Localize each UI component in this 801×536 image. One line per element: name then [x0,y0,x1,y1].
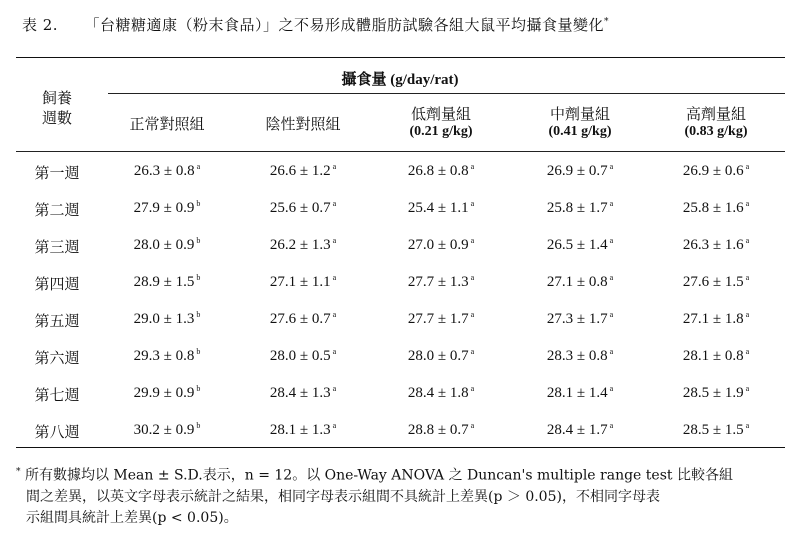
table-cell [381,310,501,328]
cell-value: 28.5 ± 1.9 [682,385,744,401]
cell-value: 27.9 ± 0.9 [133,200,195,216]
table-cell [243,236,363,254]
column-header [376,106,506,140]
cell-value: 27.1 ± 0.8 [546,274,608,290]
cell-value: 28.9 ± 1.5 [133,274,195,290]
cell-value: 25.8 ± 1.6 [682,200,744,216]
column-header [515,106,645,140]
significance-letter: a [745,347,750,356]
significance-letter: b [196,421,201,430]
week-label: 第四週 [34,275,80,293]
cell-value: 28.4 ± 1.8 [407,385,469,401]
significance-letter: b [196,236,201,245]
significance-letter: a [609,384,614,393]
week-label: 第五週 [34,312,80,330]
significance-letter: a [609,199,614,208]
table-caption: 「台糖糖適康（粉末食品）」之不易形成體脂肪試驗各組大鼠平均攝食量變化 [84,16,604,34]
cell-value: 26.9 ± 0.7 [546,163,608,179]
significance-letter: b [196,384,201,393]
table-cell [243,310,363,328]
week-header-line1: 飼養 [41,89,72,107]
footnote-line3: 示組間具統計上差異(p < 0.05)。 [26,509,238,526]
cell-value: 27.1 ± 1.1 [269,274,331,290]
table-cell [381,162,501,180]
significance-letter: a [470,347,475,356]
significance-letter: b [196,347,201,356]
significance-letter: a [470,384,475,393]
top-rule [16,57,785,58]
cell-value: 29.9 ± 0.9 [133,385,195,401]
column-header [651,106,781,140]
significance-letter: a [609,347,614,356]
week-header-line2: 週數 [41,109,72,127]
table-cell [656,421,776,439]
significance-letter: a [332,384,337,393]
significance-letter: a [332,236,337,245]
table-row [0,338,801,374]
significance-letter: a [609,310,614,319]
table-cell [381,236,501,254]
table-row [0,153,801,189]
cell-value: 28.1 ± 1.4 [546,385,608,401]
table-row [0,301,801,337]
table-cell [243,421,363,439]
footnote-line1: * 所有數據均以 Mean ± S.D.表示，n = 12。以 One-Way ANOVA 之 Duncan's multiple range test 比較各組 [16,467,733,484]
column-header [238,116,368,133]
header-rule [16,151,785,152]
table-title [22,14,792,35]
table-row [0,375,801,411]
significance-letter: a [470,236,475,245]
table-cell [381,421,501,439]
cell-value: 27.7 ± 1.7 [407,311,469,327]
table-cell [381,199,501,217]
significance-letter: a [332,310,337,319]
significance-letter: a [745,310,750,319]
week-label: 第三週 [34,238,80,256]
table-cell [107,199,227,217]
cell-value: 27.1 ± 1.8 [682,311,744,327]
cell-value: 27.6 ± 1.5 [682,274,744,290]
significance-letter: a [745,384,750,393]
table-row [0,190,801,226]
column-header-dose: (0.41 g/kg) [548,124,612,139]
cell-value: 28.3 ± 0.8 [546,348,608,364]
cell-value: 29.3 ± 0.8 [133,348,195,364]
column-header-name: 中劑量組 [549,105,610,123]
table-cell [656,384,776,402]
table-cell [107,236,227,254]
column-header-dose: (0.21 g/kg) [409,124,473,139]
table-cell [520,421,640,439]
table-cell [520,310,640,328]
table-cell [520,347,640,365]
column-header [102,116,232,133]
significance-letter: a [196,162,201,171]
table-cell [656,199,776,217]
table-cell [520,199,640,217]
table-row [0,264,801,300]
significance-letter: a [745,162,750,171]
cell-value: 25.4 ± 1.1 [407,200,469,216]
significance-letter: a [332,162,337,171]
significance-letter: a [745,236,750,245]
table-cell [656,273,776,291]
cell-value: 26.3 ± 1.6 [682,237,744,253]
week-label: 第一週 [34,164,80,182]
footnote [16,462,791,529]
significance-letter: a [470,421,475,430]
table-cell [107,310,227,328]
cell-value: 27.6 ± 0.7 [269,311,331,327]
significance-letter: b [196,273,201,282]
table-cell [520,384,640,402]
table-cell [381,347,501,365]
cell-value: 28.0 ± 0.7 [407,348,469,364]
table-number: 表 2. [22,16,59,34]
week-column-header [22,88,92,128]
title-footnote-mark: * [603,17,609,27]
cell-value: 29.0 ± 1.3 [133,311,195,327]
table-cell [243,162,363,180]
week-label: 第二週 [34,201,80,219]
significance-letter: a [332,273,337,282]
significance-letter: a [745,273,750,282]
table-cell [381,273,501,291]
cell-value: 25.6 ± 0.7 [269,200,331,216]
cell-value: 26.3 ± 0.8 [133,163,195,179]
significance-letter: a [609,162,614,171]
intake-group-header: 攝食量 (g/day/rat) [341,72,459,88]
table-cell [107,162,227,180]
footnote-line2: 間之差異，以英文字母表示統計之結果，相同字母表示組間不具統計上差異(p ＞ 0.05)，不相同字母表 [26,488,660,505]
cell-value: 26.8 ± 0.8 [407,163,469,179]
cell-value: 27.0 ± 0.9 [407,237,469,253]
cell-value: 26.2 ± 1.3 [269,237,331,253]
significance-letter: a [332,421,337,430]
cell-value: 26.5 ± 1.4 [546,237,608,253]
cell-value: 27.7 ± 1.3 [407,274,469,290]
cell-value: 30.2 ± 0.9 [133,422,195,438]
column-header-name: 正常對照組 [129,115,205,133]
table-cell [107,384,227,402]
table-cell [520,236,640,254]
significance-letter: a [470,199,475,208]
table-cell [243,273,363,291]
group-rule [108,93,785,94]
table-row [0,412,801,448]
cell-value: 26.6 ± 1.2 [269,163,331,179]
cell-value: 28.4 ± 1.3 [269,385,331,401]
table-cell [243,199,363,217]
cell-value: 28.4 ± 1.7 [546,422,608,438]
significance-letter: a [470,273,475,282]
cell-value: 28.5 ± 1.5 [682,422,744,438]
significance-letter: a [470,162,475,171]
cell-value: 28.8 ± 0.7 [407,422,469,438]
cell-value: 28.0 ± 0.5 [269,348,331,364]
significance-letter: a [745,421,750,430]
significance-letter: b [196,310,201,319]
significance-letter: a [609,421,614,430]
table-cell [520,162,640,180]
table-cell [107,421,227,439]
table-cell [656,310,776,328]
cell-value: 28.0 ± 0.9 [133,237,195,253]
column-header-dose: (0.83 g/kg) [684,124,748,139]
table-cell [107,347,227,365]
column-header-name: 低劑量組 [410,105,471,123]
table-cell [656,162,776,180]
cell-value: 27.3 ± 1.7 [546,311,608,327]
significance-letter: a [332,199,337,208]
significance-letter: a [745,199,750,208]
significance-letter: a [609,273,614,282]
table-cell [243,347,363,365]
significance-letter: a [332,347,337,356]
week-label: 第八週 [34,423,80,441]
table-cell [520,273,640,291]
table-cell [107,273,227,291]
significance-letter: b [196,199,201,208]
column-header-name: 陰性對照組 [265,115,341,133]
significance-letter: a [609,236,614,245]
cell-value: 25.8 ± 1.7 [546,200,608,216]
column-header-name: 高劑量組 [685,105,746,123]
cell-value: 28.1 ± 1.3 [269,422,331,438]
table-cell [243,384,363,402]
table-cell [656,347,776,365]
cell-value: 26.9 ± 0.6 [682,163,744,179]
table-cell [381,384,501,402]
table-cell [656,236,776,254]
week-label: 第七週 [34,386,80,404]
week-label: 第六週 [34,349,80,367]
significance-letter: a [470,310,475,319]
cell-value: 28.1 ± 0.8 [682,348,744,364]
table-row [0,227,801,263]
